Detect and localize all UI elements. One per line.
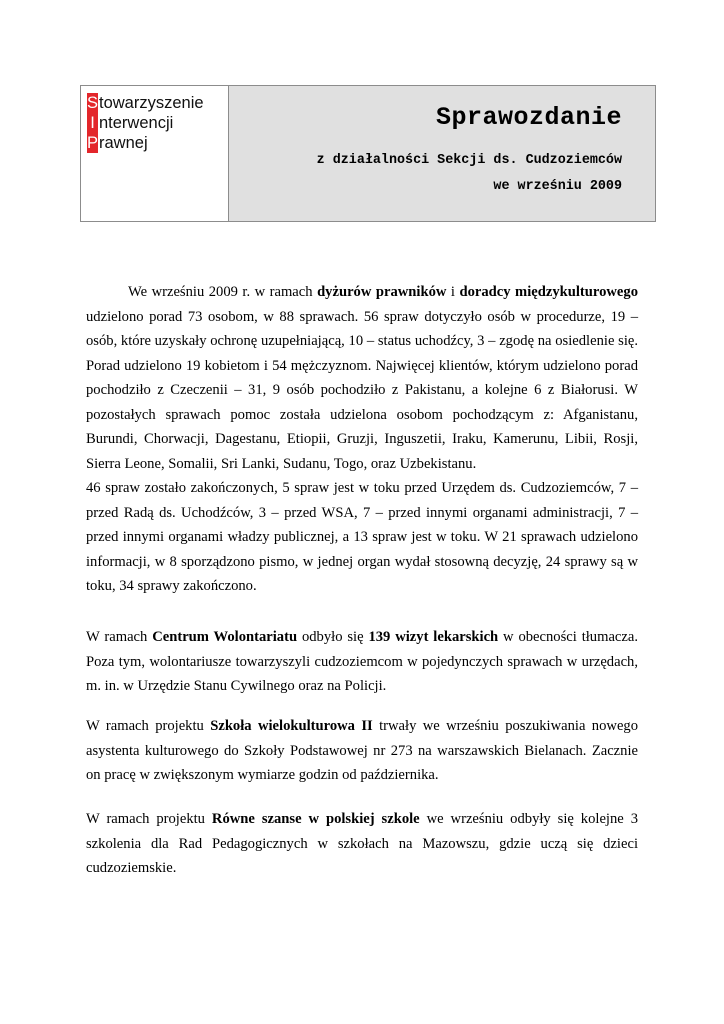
text: i: [446, 284, 460, 300]
text: odbyło się: [297, 629, 369, 645]
text: trwały we wrześniu poszukiwania nowego asystenta kulturowego do Szkoły Podstawowej nr 273 na warszawskich Bielanach. Zacznie on pracę w zwiększonym wymiarze godzin od października.: [86, 718, 639, 783]
title-panel: [229, 86, 655, 221]
bold-text: Równe szanse w polskiej szkole: [211, 811, 420, 827]
text: we wrześniu odbyły się kolejne 3 szkolenia dla Rad Pedagogicznych w szkołach na Mazowszu, gdzie uczą się dzieci cudzoziemskie.: [86, 811, 638, 876]
paragraph-legal-advice: [86, 280, 638, 599]
logo-initial-s: S: [87, 94, 99, 112]
text: W ramach: [86, 629, 153, 645]
document-subtitle: z działalności Sekcji ds. Cudzoziemców: [316, 153, 622, 168]
bold-text: Centrum Wolontariatu: [152, 629, 298, 645]
text: We wrześniu 2009 r. w ramach: [128, 284, 318, 300]
text: W ramach projektu: [86, 718, 211, 734]
bold-text: 139 wizyt lekarskich: [368, 629, 499, 645]
bold-text: doradcy międzykulturowego: [459, 284, 638, 300]
paragraph-multicultural-school: [86, 714, 638, 788]
logo-word-3: rawnej: [99, 134, 148, 152]
bold-text: dyżurów prawników: [317, 284, 447, 300]
report-header: [80, 85, 656, 222]
text: udzielono porad 73 osobom, w 88 sprawach. 56 spraw dotyczyło osób w procedurze, 19 – osób, które uzyskały ochronę uzupełniającą, 10 – status uchodźcy, 3 – zgodę na osiedlenie się. Porad udzielono 19 kobietom i 54 mężczyznom. Najwięcej klientów, którym udzielono porad pochodziło z Czeczenii – 31, 9 osób pochodziło z Pakistanu, a kolejne 6 z Białorusi. W pozostałych sprawach pomoc została udzielona osobom pochodzącym z: Afganistanu, Burundi, Chorwacji, Dagestanu, Etiopii, Gruzji, Inguszetii, Iraku, Kamerunu, Libii, Rosji, Sierra Leone, Somalii, Sri Lanki, Sudanu, Togo, oraz Uzbekistanu.: [86, 308, 638, 472]
document-period: we wrześniu 2009: [493, 179, 622, 194]
logo-initial-i: I: [87, 113, 98, 133]
text: W ramach projektu: [86, 811, 212, 827]
text: 46 spraw zostało zakończonych, 5 spraw jest w toku przed Urzędem ds. Cudzoziemców, 7 – przed Radą ds. Uchodźców, 3 – przed WSA, 7 – przed innymi organami administracji, 7 – przed innymi organami władzy publicznej, a 13 spraw jest w toku. W 21 sprawach udzielono informacji, w 8 sporządzono pismo, w jednej organ wydał stosowną decyzję, 24 sprawy są w toku, 34 sprawy zakończono.: [86, 480, 638, 594]
paragraph-volunteer-center: [86, 625, 638, 699]
logo-initial-p: P: [87, 134, 99, 152]
logo-word-1: towarzyszenie: [99, 94, 204, 112]
text: w obecności tłumacza. Poza tym, wolontariusze towarzyszyli cudzoziemcom w pojedynczych sprawach w urzędach, m. in. w Urzędzie Stanu Cywilnego oraz na Policji.: [86, 629, 639, 694]
document-title: Sprawozdanie: [435, 103, 622, 132]
paragraph-equal-chances: [86, 807, 638, 881]
bold-text: Szkoła wielokulturowa II: [210, 718, 373, 734]
organization-logo: [81, 86, 229, 221]
logo-line-3: [87, 133, 228, 153]
logo-line-2: [87, 113, 228, 133]
logo-word-2: nterwencji: [99, 114, 174, 132]
logo-line-1: [87, 93, 228, 113]
